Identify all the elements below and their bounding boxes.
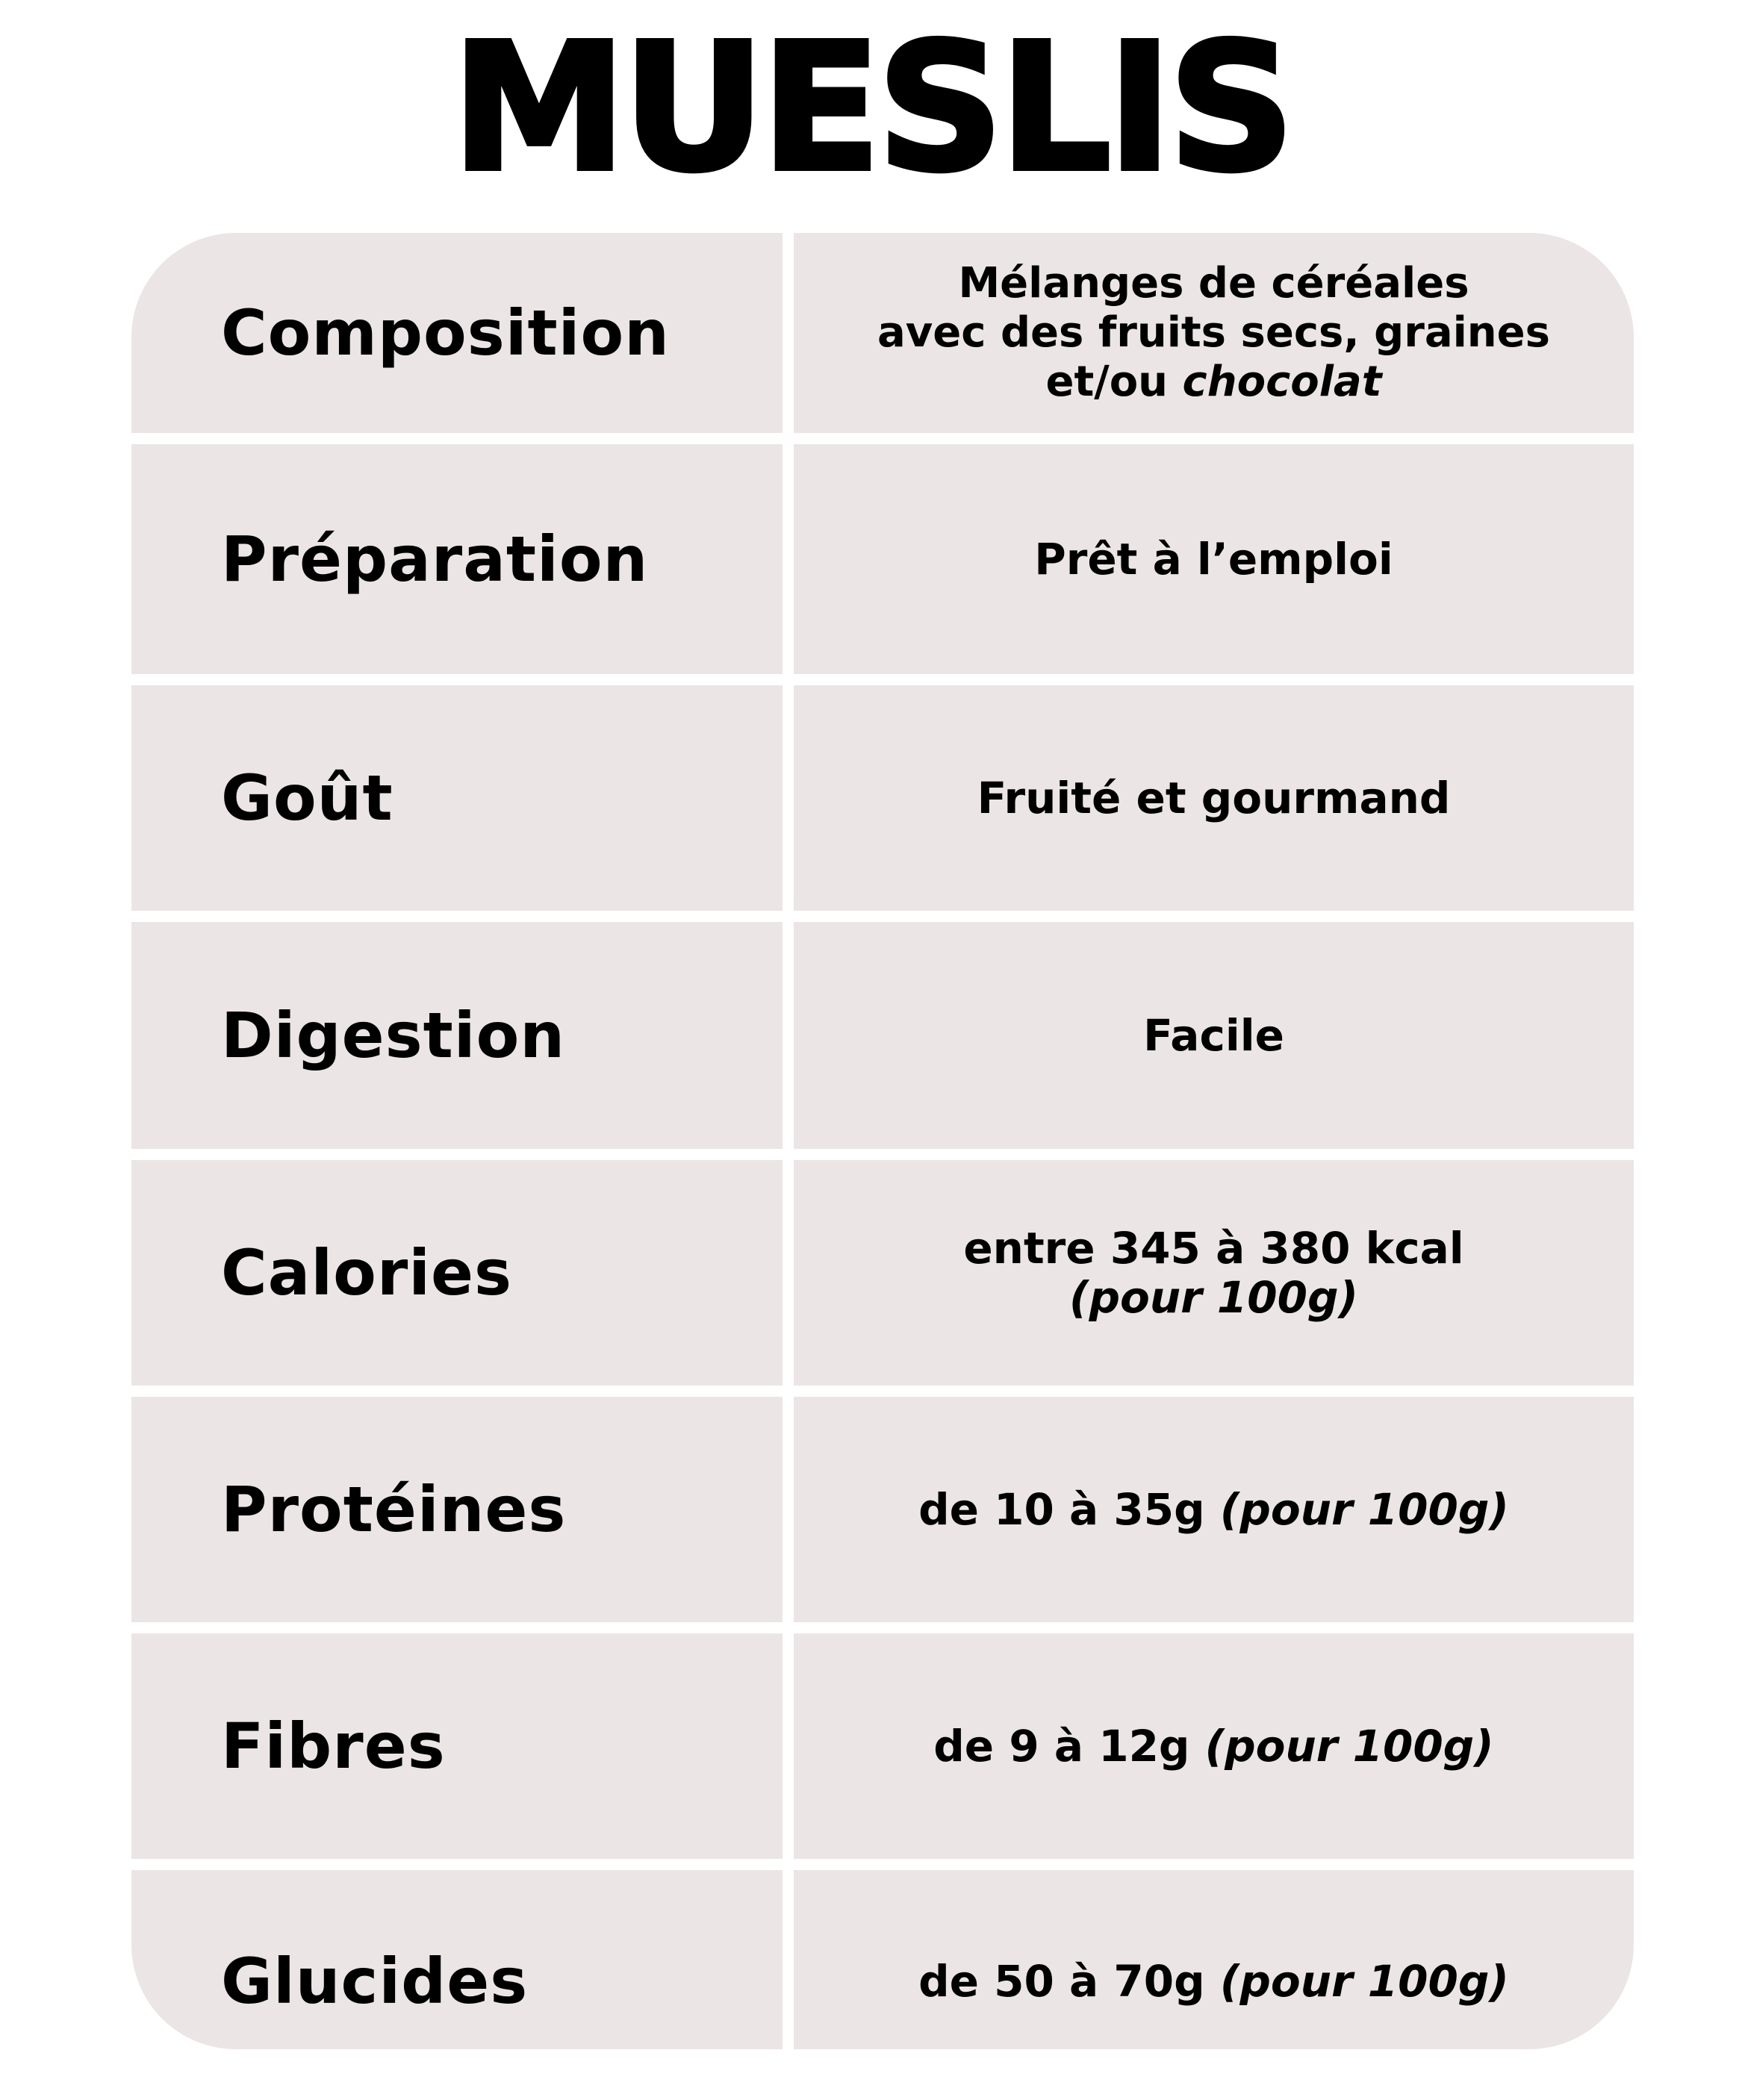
value-italic: (pour 100g) <box>1068 1272 1359 1323</box>
value-line <box>1045 358 1381 407</box>
row-value-proteines <box>794 1397 1634 1622</box>
value-line <box>918 1485 1509 1534</box>
value-text: de 10 à 35g <box>918 1484 1220 1535</box>
value-italic: (pour 100g) <box>1219 1484 1509 1535</box>
row-label-proteines: Protéines <box>131 1397 783 1622</box>
row-value-composition <box>794 233 1634 433</box>
value-text: de 9 à 12g <box>933 1721 1205 1772</box>
value-line: Mélanges de céréales <box>958 259 1469 308</box>
row-label-preparation: Préparation <box>131 444 783 674</box>
row-label-composition: Composition <box>131 233 783 433</box>
value-italic: (pour 100g) <box>1204 1721 1494 1772</box>
value-italic: (pour 100g) <box>1219 1956 1509 2007</box>
row-label-glucides: Glucides <box>131 1870 783 2049</box>
row-value-digestion <box>794 922 1634 1149</box>
value-line: Prêt à l’emploi <box>1034 534 1393 585</box>
row-value-glucides <box>794 1870 1634 2049</box>
row-label-fibres: Fibres <box>131 1633 783 1859</box>
value-line: Facile <box>1143 1010 1284 1061</box>
value-text: et/ou <box>1045 358 1183 406</box>
value-line <box>933 1722 1493 1771</box>
value-line: Fruité et gourmand <box>977 773 1451 823</box>
row-label-digestion: Digestion <box>131 922 783 1149</box>
value-line: avec des fruits secs, graines <box>877 308 1550 357</box>
value-italic: chocolat <box>1182 358 1382 406</box>
comparison-table <box>131 233 1634 2049</box>
value-text: de 50 à 70g <box>918 1956 1220 2007</box>
row-label-calories: Calories <box>131 1160 783 1386</box>
row-label-gout: Goût <box>131 685 783 911</box>
row-value-gout <box>794 685 1634 911</box>
row-value-preparation <box>794 444 1634 674</box>
row-value-fibres <box>794 1633 1634 1859</box>
row-value-calories <box>794 1160 1634 1386</box>
value-line <box>918 1957 1509 2006</box>
value-line: entre 345 à 380 kcal <box>963 1223 1464 1274</box>
page-title: MUESLIS <box>451 5 1291 211</box>
